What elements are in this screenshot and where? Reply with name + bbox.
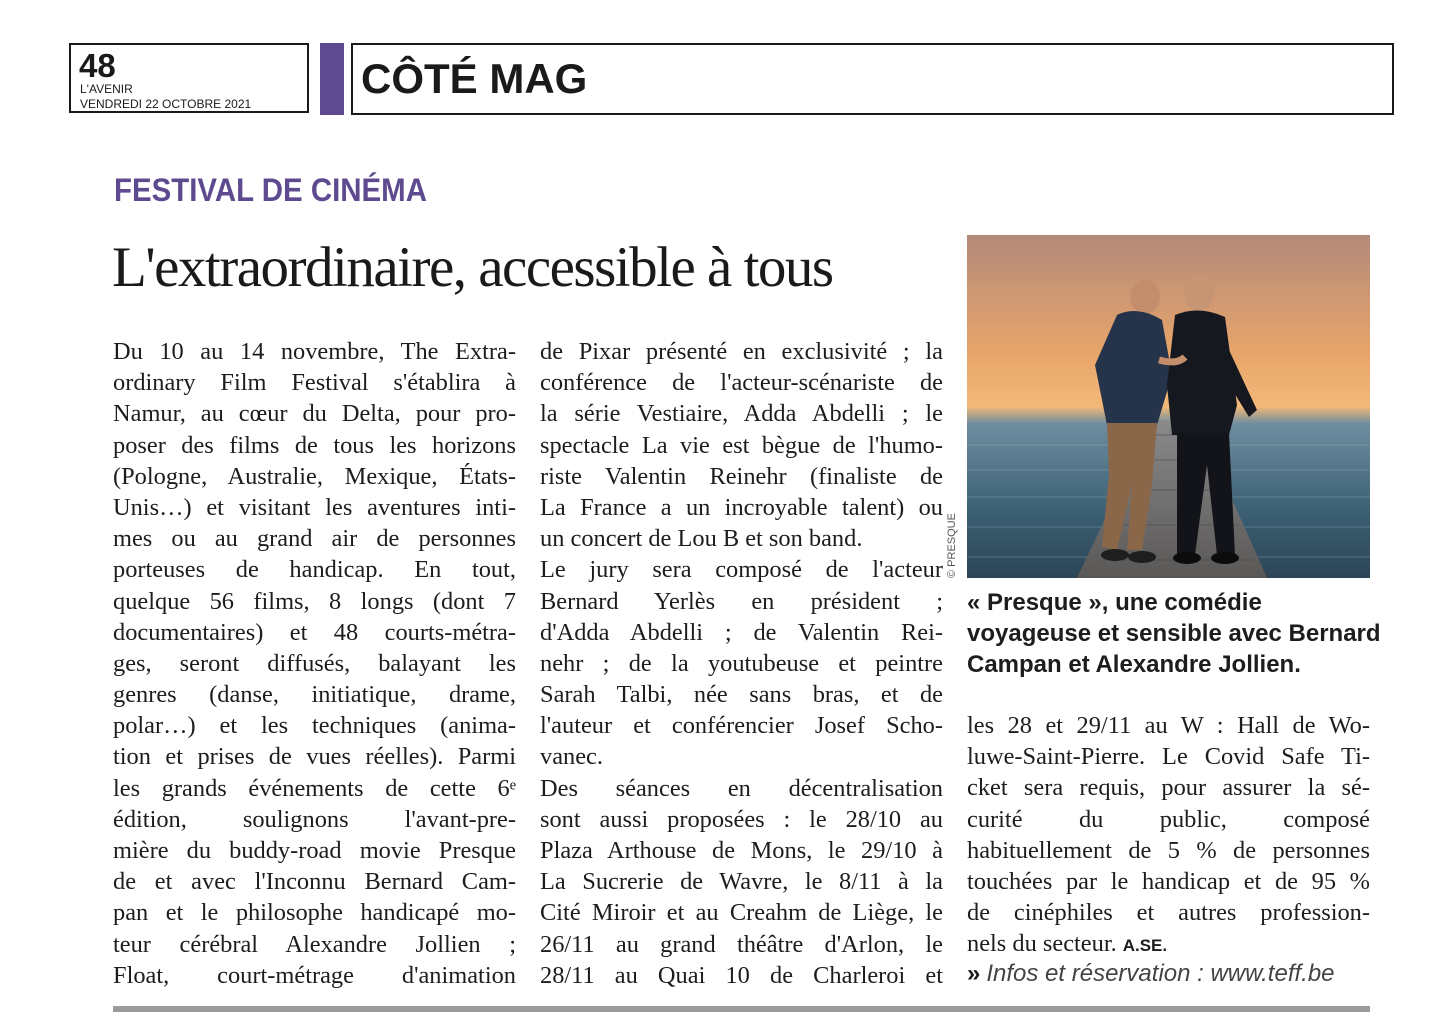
body-line: édition, soulignons l'avant-pre- xyxy=(113,805,516,833)
article-column-2 xyxy=(540,336,943,991)
body-line: mes ou au grand air de personnes xyxy=(113,525,516,553)
body-line: Cité Miroir et au Creahm de Liège, le xyxy=(540,899,943,927)
article-column-3 xyxy=(967,710,1370,960)
body-line: conférence de l'acteur-scénariste de xyxy=(540,369,943,397)
body-line: quelque 56 films, 8 longs (dont 7 xyxy=(113,587,516,615)
body-line: Des séances en décentralisation xyxy=(540,774,943,802)
caption-line: voyageuse et sensible avec Bernard xyxy=(967,620,1381,647)
body-line: La France a un incroyable talent) ou xyxy=(540,493,943,521)
body-line: mière du buddy-road movie Presque xyxy=(113,837,516,864)
body-line: teur cérébral Alexandre Jollien ; xyxy=(113,930,516,958)
body-line: 26/11 au grand théâtre d'Arlon, le xyxy=(540,930,943,958)
info-line xyxy=(967,958,1335,990)
body-line: d'Adda Abdelli ; de Valentin Rei- xyxy=(540,618,943,646)
photo-caption xyxy=(967,587,1381,680)
body-line: polar…) et les techniques (anima- xyxy=(113,712,516,740)
body-line: ordinary Film Festival s'établira à xyxy=(113,369,516,397)
body-line: (Pologne, Australie, Mexique, États- xyxy=(113,462,516,490)
body-line: un concert de Lou B et son band. xyxy=(540,525,863,553)
article-column-1 xyxy=(113,336,516,991)
body-line: poser des films de tous les horizons xyxy=(113,431,516,459)
caption-line: Campan et Alexandre Jollien. xyxy=(967,651,1301,678)
section-title: CÔTÉ MAG xyxy=(361,55,588,102)
article-headline: L'extraordinaire, accessible à tous xyxy=(112,236,833,299)
body-line: documentaires) et 48 courts-métra- xyxy=(113,618,516,646)
caption-line: « Presque », une comédie xyxy=(967,589,1262,616)
body-line: Le jury sera composé de l'acteur xyxy=(540,556,943,584)
accent-bar xyxy=(320,43,344,115)
body-line: sont aussi proposées : le 28/10 au xyxy=(540,805,943,833)
body-line: spectacle La vie est bègue de l'humo- xyxy=(540,431,943,459)
body-line: de cinéphiles et autres profession- xyxy=(967,899,1370,927)
body-line: ges, seront diffusés, balayant les xyxy=(113,649,516,677)
body-line: de Pixar présenté en exclusivité ; la xyxy=(540,338,943,365)
body-line: porteuses de handicap. En tout, xyxy=(113,556,516,584)
body-line: Unis…) et visitant les aventures inti- xyxy=(113,493,516,521)
footer-rule xyxy=(113,1006,1370,1012)
body-line: les grands événements de cette 6ᵉ xyxy=(113,774,516,802)
body-line: tion et prises de vues réelles). Parmi xyxy=(113,743,516,771)
newspaper-name: L'AVENIR xyxy=(80,82,133,96)
body-line: Float, court-métrage d'animation xyxy=(113,961,516,989)
body-line: Du 10 au 14 novembre, The Extra- xyxy=(113,338,516,365)
body-line: nehr ; de la youtubeuse et peintre xyxy=(540,649,943,677)
article-kicker: FESTIVAL DE CINÉMA xyxy=(114,172,427,208)
body-line: Bernard Yerlès en président ; xyxy=(540,587,943,615)
body-line: pan et le philosophe handicapé mo- xyxy=(113,899,516,927)
body-line: de et avec l'Inconnu Bernard Cam- xyxy=(113,868,516,896)
body-line: Sarah Talbi, née sans bras, et de xyxy=(540,681,943,709)
body-line-text: nels du secteur. xyxy=(967,930,1117,958)
body-line: cket sera requis, pour assurer la sé- xyxy=(967,774,1370,802)
body-line: curité du public, composé xyxy=(967,805,1370,833)
body-line: vanec. xyxy=(540,743,603,771)
body-line: habituellement de 5 % de personnes xyxy=(967,836,1370,864)
info-link[interactable]: Infos et réservation : www.teff.be xyxy=(986,960,1335,987)
body-line: l'auteur et conférencier Josef Scho- xyxy=(540,712,943,740)
page-number: 48 xyxy=(79,47,116,84)
body-line: La Sucrerie de Wavre, le 8/11 à la xyxy=(540,868,943,896)
body-line: Namur, au cœur du Delta, pour pro- xyxy=(113,400,516,428)
author-signoff: A.SE. xyxy=(1122,936,1168,956)
body-line: luwe-Saint-Pierre. Le Covid Safe Ti- xyxy=(967,743,1370,771)
body-line: Plaza Arthouse de Mons, le 29/10 à xyxy=(540,837,943,864)
body-line: riste Valentin Reinehr (finaliste de xyxy=(540,462,943,490)
photo-scene xyxy=(967,235,1370,578)
body-line xyxy=(967,928,1370,959)
body-line: la série Vestiaire, Adda Abdelli ; le xyxy=(540,400,943,428)
issue-date: VENDREDI 22 OCTOBRE 2021 xyxy=(80,97,252,111)
page-info-box xyxy=(69,43,309,113)
double-chevron-icon: » xyxy=(967,960,981,987)
body-line: 28/11 au Quai 10 de Charleroi et xyxy=(540,961,943,989)
body-line: les 28 et 29/11 au W : Hall de Wo- xyxy=(967,712,1370,739)
section-box xyxy=(351,43,1394,115)
body-line: touchées par le handicap et de 95 % xyxy=(967,867,1370,895)
photo-credit: © PRESQUE xyxy=(946,513,958,578)
article-photo xyxy=(967,235,1370,578)
body-line: genres (danse, initiatique, drame, xyxy=(113,681,516,709)
